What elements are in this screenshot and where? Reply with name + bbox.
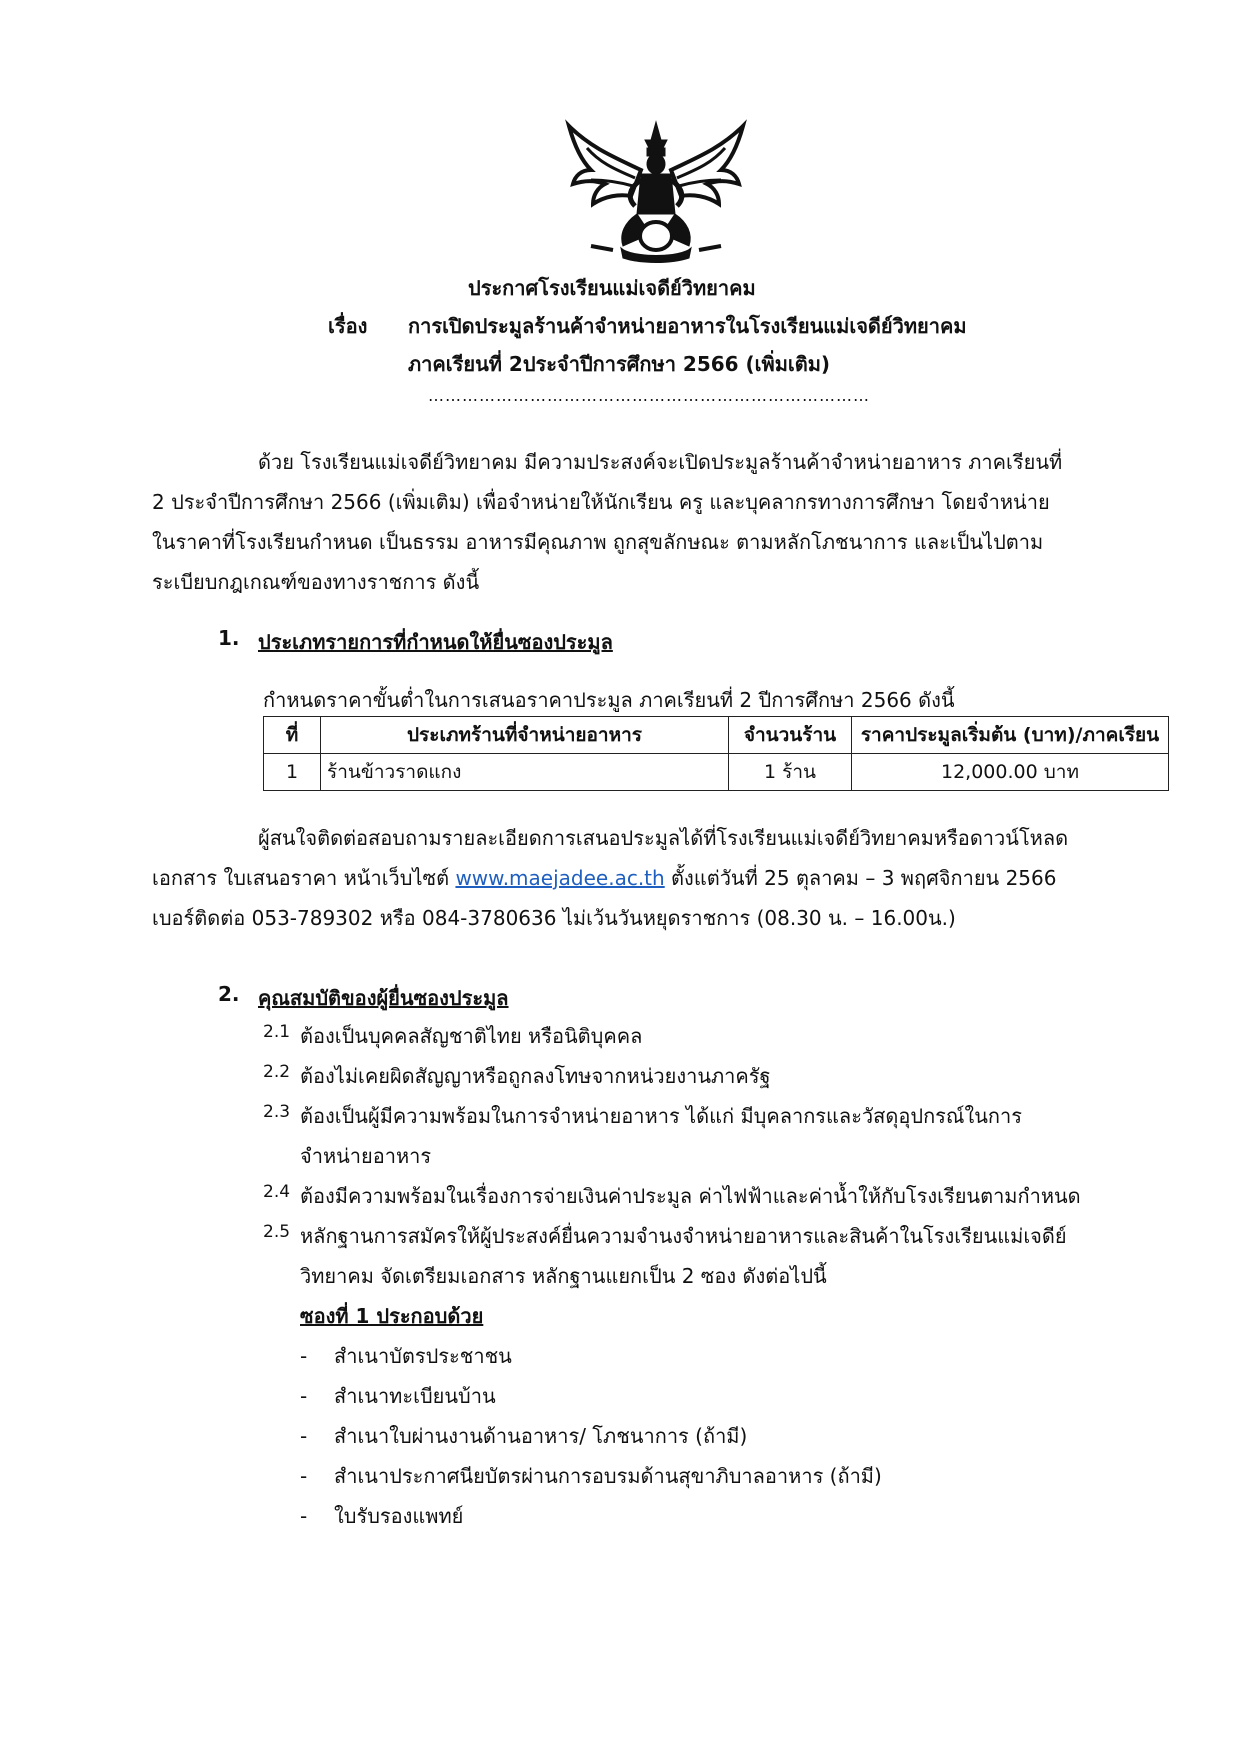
section-1-heading: ประเภทรายการที่กำหนดให้ยื่นซองประมูล (258, 630, 613, 654)
table-header-row (264, 717, 1169, 754)
item-2-3-continuation: จำหน่ายอาหาร (300, 1144, 432, 1168)
list-item-text: สำเนาบัตรประชาชน (334, 1344, 512, 1368)
intro-line-2: 2 ประจำปีการศึกษา 2566 (เพิ่มเติม) เพื่อจำหน่ายให้นักเรียน ครู และบุคลากรทางการศึกษา โดยจำหน่าย (152, 490, 1050, 514)
website-link[interactable]: www.maejadee.ac.th (455, 866, 665, 890)
item-2-5-text: หลักฐานการสมัครให้ผู้ประสงค์ยื่นความจำนงจำหน่ายอาหารและสินค้าในโรงเรียนแม่เจดีย์ (300, 1224, 1067, 1248)
table-header-shop-count: จำนวนร้าน (729, 717, 852, 754)
bullet-dash: - (300, 1464, 308, 1488)
list-item-text: สำเนาใบผ่านงานด้านอาหาร/ โภชนาการ (ถ้ามี) (334, 1424, 748, 1448)
envelope-1-heading: ซองที่ 1 ประกอบด้วย (300, 1304, 484, 1328)
garuda-emblem (561, 118, 751, 266)
list-item (300, 1500, 463, 1532)
bullet-dash: - (300, 1504, 308, 1528)
item-2-3-text: ต้องเป็นผู้มีความพร้อมในการจำหน่ายอาหาร ได้แก่ มีบุคลากรและวัสดุอุปกรณ์ในการ (300, 1104, 1022, 1128)
list-item-text: ใบรับรองแพทย์ (334, 1504, 464, 1528)
item-2-1-number: 2.1 (263, 1022, 291, 1042)
table-header-shop-type: ประเภทร้านที่จำหน่ายอาหาร (321, 717, 729, 754)
list-item (300, 1420, 747, 1452)
table-cell-start-price: 12,000.00 บาท (852, 754, 1169, 791)
bullet-dash: - (300, 1384, 308, 1408)
contact-line-1: ผู้สนใจติดต่อสอบถามรายละเอียดการเสนอประมูลได้ที่โรงเรียนแม่เจดีย์วิทยาคมหรือดาวน์โหลด (258, 826, 1069, 850)
announcement-title: ประกาศโรงเรียนแม่เจดีย์วิทยาคม (468, 276, 756, 300)
list-item-text: สำเนาประกาศนียบัตรผ่านการอบรมด้านสุขาภิบาลอาหาร (ถ้ามี) (334, 1464, 882, 1488)
section-2-heading: คุณสมบัติของผู้ยื่นซองประมูล (258, 986, 509, 1010)
list-item (300, 1380, 496, 1412)
intro-line-3: ในราคาที่โรงเรียนกำหนด เป็นธรรม อาหารมีคุณภาพ ถูกสุขลักษณะ ตามหลักโภชนาการ และเป็นไปตาม (152, 530, 1044, 554)
subject-line-2: ภาคเรียนที่ 2ประจำปีการศึกษา 2566 (เพิ่มเติม) (408, 352, 831, 376)
bullet-dash: - (300, 1344, 308, 1368)
list-item-text: สำเนาทะเบียนบ้าน (334, 1384, 496, 1408)
table-caption: กำหนดราคาขั้นต่ำในการเสนอราคาประมูล ภาคเรียนที่ 2 ปีการศึกษา 2566 ดังนี้ (263, 688, 955, 712)
header-divider: …………………………………………………………………… (428, 386, 870, 405)
table-cell-shop-count: 1 ร้าน (729, 754, 852, 791)
table-cell-shop-type: ร้านข้าวราดแกง (321, 754, 729, 791)
contact-line-2-post: ตั้งแต่วันที่ 25 ตุลาคม – 3 พฤศจิกายน 2566 (664, 866, 1057, 890)
table-header-start-price: ราคาประมูลเริ่มต้น (บาท)/ภาคเรียน (852, 717, 1169, 754)
item-2-4-number: 2.4 (263, 1182, 291, 1202)
subject-label: เรื่อง (328, 314, 368, 338)
list-item (300, 1340, 512, 1372)
table-header-no: ที่ (264, 717, 321, 754)
item-2-5-number: 2.5 (263, 1222, 291, 1242)
section-1-number: 1. (218, 626, 240, 650)
list-item (300, 1460, 882, 1492)
item-2-4-text: ต้องมีความพร้อมในเรื่องการจ่ายเงินค่าประมูล ค่าไฟฟ้าและค่าน้ำให้กับโรงเรียนตามกำหนด (300, 1184, 1081, 1208)
item-2-2-number: 2.2 (263, 1062, 291, 1082)
bullet-dash: - (300, 1424, 308, 1448)
bid-table (263, 716, 1169, 791)
contact-line-2 (152, 862, 1056, 894)
contact-line-3: เบอร์ติดต่อ 053-789302 หรือ 084-3780636 ไม่เว้นวันหยุดราชการ (08.30 น. – 16.00น.) (152, 906, 956, 930)
intro-line-4: ระเบียบกฎเกณฑ์ของทางราชการ ดังนี้ (152, 570, 480, 594)
item-2-1-text: ต้องเป็นบุคคลสัญชาติไทย หรือนิติบุคคล (300, 1024, 643, 1048)
item-2-2-text: ต้องไม่เคยผิดสัญญาหรือถูกลงโทษจากหน่วยงานภาครัฐ (300, 1064, 771, 1088)
contact-line-2-pre: เอกสาร ใบเสนอราคา หน้าเว็บไซต์ (152, 866, 456, 890)
section-2-number: 2. (218, 982, 240, 1006)
table-row (264, 754, 1169, 791)
subject-line-1: การเปิดประมูลร้านค้าจำหน่ายอาหารในโรงเรียนแม่เจดีย์วิทยาคม (408, 314, 967, 338)
intro-line-1: ด้วย โรงเรียนแม่เจดีย์วิทยาคม มีความประสงค์จะเปิดประมูลร้านค้าจำหน่ายอาหาร ภาคเรียนที่ (258, 450, 1063, 474)
item-2-3-number: 2.3 (263, 1102, 291, 1122)
table-cell-no: 1 (264, 754, 321, 791)
item-2-5-continuation: วิทยาคม จัดเตรียมเอกสาร หลักฐานแยกเป็น 2 ซอง ดังต่อไปนี้ (300, 1264, 827, 1288)
